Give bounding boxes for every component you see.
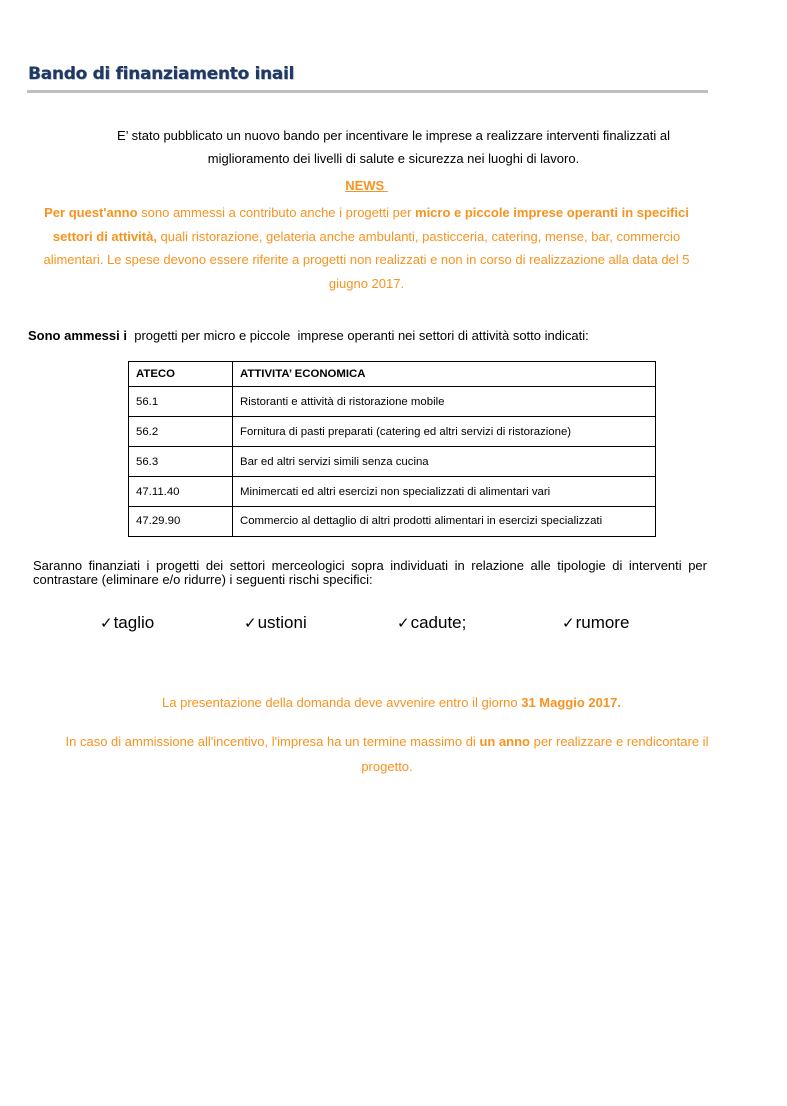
checkmark-icon: ✓ (562, 614, 575, 632)
table-cell-code: 56.2 (129, 417, 233, 447)
admission-paragraph (52, 729, 722, 779)
risk-item-taglio: ✓taglio (100, 613, 155, 632)
checkmark-icon: ✓ (244, 614, 257, 632)
news-heading: NEWS (345, 178, 385, 193)
intro-line-1: E’ stato pubblicato un nuovo bando per incentivare le imprese a realizzare interventi finalizzati al (116, 128, 671, 143)
table-header-activity: ATTIVITA’ ECONOMICA (233, 362, 656, 387)
checkmark-icon: ✓ (100, 614, 113, 632)
checkmark-icon: ✓ (397, 614, 410, 632)
table-row (129, 447, 656, 477)
news-bold-intro: Per quest'anno (44, 205, 138, 220)
news-text-1: sono ammessi a contributo anche i progetti per (137, 205, 416, 220)
risk-item-cadute: ✓cadute; (397, 613, 467, 632)
admission-text-2: per realizzare e rendicontare il progetto. (361, 734, 709, 774)
ammessi-text: progetti per micro e piccole imprese operanti nei settori di attività sotto indicati: (126, 328, 589, 343)
table-cell-code: 47.11.40 (129, 477, 233, 507)
table-row (129, 417, 656, 447)
table-cell-code: 56.3 (129, 447, 233, 477)
admission-text-1: In caso di ammissione all'incentivo, l'impresa ha un termine massimo di (65, 734, 480, 749)
table-cell-activity: Ristoranti e attività di ristorazione mobile (233, 387, 656, 417)
intro-paragraph (40, 124, 747, 170)
deadline-date: 31 Maggio 2017. (521, 695, 621, 710)
admission-bold: un anno (479, 734, 530, 749)
table-cell-activity: Minimercati ed altri esercizi non specializzati di alimentari vari (233, 477, 656, 507)
table-row (129, 507, 656, 537)
risk-item-ustioni: ✓ustioni (244, 613, 307, 632)
table-row (129, 387, 656, 417)
ateco-table (128, 361, 656, 537)
intro-line-2: miglioramento dei livelli di salute e sicurezza nei luoghi di lavoro. (207, 151, 580, 166)
news-bold-sectors: micro e piccole imprese operanti in specifici settori di attività, (52, 205, 689, 244)
ammessi-bold: Sono ammessi i (28, 328, 127, 343)
risk-item-rumore: ✓rumore (562, 613, 630, 632)
risk-list (0, 613, 787, 639)
deadline-text: La presentazione della domanda deve avvenire entro il giorno (162, 695, 522, 710)
table-header-row (129, 362, 656, 387)
table-row (129, 477, 656, 507)
ammessi-paragraph (28, 328, 589, 343)
deadline-paragraph (28, 695, 755, 710)
table-cell-code: 56.1 (129, 387, 233, 417)
page-title: Bando di finanziamento inail (28, 64, 295, 84)
table-cell-activity: Commercio al dettaglio di altri prodotti alimentari in esercizi specializzati (233, 507, 656, 537)
title-underline-rule (27, 90, 708, 93)
table-cell-code: 47.29.90 (129, 507, 233, 537)
table-header-ateco: ATECO (129, 362, 233, 387)
news-paragraph (28, 201, 705, 295)
table-cell-activity: Bar ed altri servizi simili senza cucina (233, 447, 656, 477)
risks-intro-paragraph: Saranno finanziati i progetti dei settori merceologici sopra individuati in relazione alle tipologie di interventi per contrastare (eliminare e/o ridurre) i seguenti rischi specifici: (33, 558, 707, 587)
table-cell-activity: Fornitura di pasti preparati (catering ed altri servizi di ristorazione) (233, 417, 656, 447)
news-text-2: quali ristorazione, gelateria anche ambulanti, pasticceria, catering, mense, bar, commercio alimentari. Le spese devono essere riferite a progetti non realizzati e non in corso di realizzazione alla data del 5 giugno 2017. (43, 228, 690, 291)
